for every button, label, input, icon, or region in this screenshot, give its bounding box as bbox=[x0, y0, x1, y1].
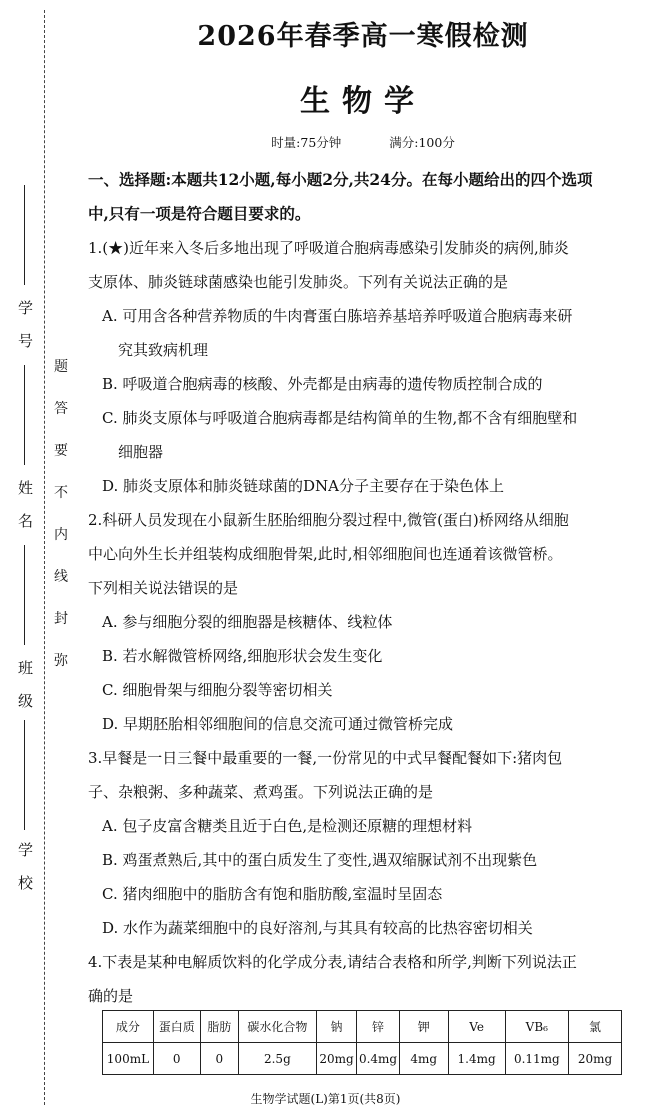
seal-warning: 题 答 要 不 内 线 封 弥 bbox=[54, 359, 68, 669]
table-cell: Ve bbox=[448, 1011, 505, 1043]
question-3-option-c: C. 猪肉细胞中的脂肪含有饱和脂肪酸,室温时呈固态 bbox=[102, 885, 443, 903]
table-cell: 钠 bbox=[316, 1011, 356, 1043]
table-cell: 成分 bbox=[103, 1011, 154, 1043]
table-cell: 锌 bbox=[357, 1011, 400, 1043]
table-header-row bbox=[103, 1011, 622, 1043]
page-footer: 生物学试题(L)第1页(共8页) bbox=[250, 1092, 401, 1106]
question-2-option-c: C. 细胞骨架与细胞分裂等密切相关 bbox=[102, 681, 333, 699]
table-cell: 100mL bbox=[103, 1043, 154, 1075]
question-1-option-b: B. 呼吸道合胞病毒的核酸、外壳都是由病毒的遗传物质控制合成的 bbox=[102, 375, 543, 393]
question-1-stem: 1.(★)近年来入冬后多地出现了呼吸道合胞病毒感染引发肺炎的病例,肺炎 支原体、肺炎链球菌感染也能引发肺炎。下列有关说法正确的是 bbox=[88, 239, 569, 291]
section-heading: 一、选择题:本题共12小题,每小题2分,共24分。在每小题给出的四个选项 中,只有一项是符合题目要求的。 bbox=[88, 170, 593, 223]
total-score: 满分:100分 bbox=[389, 135, 455, 150]
question-2-stem: 2.科研人员发现在小鼠新生胚胎细胞分裂过程中,微管(蛋白)桥网络从细胞 中心向外生长并组装构成细胞骨架,此时,相邻细胞间也连通着该微管桥。 下列相关说法错误的是 bbox=[88, 511, 569, 597]
name-underline bbox=[24, 365, 25, 465]
class-field[interactable] bbox=[14, 660, 36, 726]
table-cell: 1.4mg bbox=[448, 1043, 505, 1075]
seal-dashed-line bbox=[44, 10, 45, 1105]
table-cell: 0.11mg bbox=[505, 1043, 568, 1075]
question-1-option-d: D. 肺炎支原体和肺炎链球菌的DNA分子主要存在于染色体上 bbox=[102, 477, 505, 495]
table-cell: 氯 bbox=[568, 1011, 621, 1043]
table-cell: 20mg bbox=[316, 1043, 356, 1075]
question-1-option-c: C. 肺炎支原体与呼吸道合胞病毒都是结构简单的生物,都不含有细胞壁和 细胞器 bbox=[102, 409, 578, 461]
question-1-option-a: A. 可用含各种营养物质的牛肉膏蛋白胨培养基培养呼吸道合胞病毒来研 究其致病机理 bbox=[102, 307, 573, 359]
question-2-option-b: B. 若水解微管桥网络,细胞形状会发生变化 bbox=[102, 647, 383, 665]
question-2-option-d: D. 早期胚胎相邻细胞间的信息交流可通过微管桥完成 bbox=[102, 715, 454, 733]
table-cell: 钾 bbox=[399, 1011, 448, 1043]
question-4-stem: 4.下表是某种电解质饮料的化学成分表,请结合表格和所学,判断下列说法正 确的是 bbox=[88, 953, 577, 1005]
duration: 时量:75分钟 bbox=[271, 135, 342, 150]
binding-margin bbox=[0, 0, 80, 1120]
name-field[interactable] bbox=[14, 480, 36, 546]
class-label: 班级 bbox=[16, 660, 34, 726]
question-2-option-a: A. 参与细胞分裂的细胞器是核糖体、线粒体 bbox=[102, 613, 393, 631]
subject-title: 生物学 bbox=[300, 84, 426, 119]
question-3-option-a: A. 包子皮富含糖类且近于白色,是检测还原糖的理想材料 bbox=[102, 817, 473, 835]
table-cell: 蛋白质 bbox=[153, 1011, 200, 1043]
question-3-option-d: D. 水作为蔬菜细胞中的良好溶剂,与其具有较高的比热容密切相关 bbox=[102, 919, 533, 937]
school-underline bbox=[24, 720, 25, 830]
table-cell: 20mg bbox=[568, 1043, 621, 1075]
student-id-field[interactable] bbox=[14, 300, 36, 372]
question-3-stem: 3.早餐是一日三餐中最重要的一餐,一份常见的中式早餐配餐如下:猪肉包 子、杂粮粥、多种蔬菜、煮鸡蛋。下列说法正确的是 bbox=[88, 749, 563, 801]
table-cell: 4mg bbox=[399, 1043, 448, 1075]
exam-title: 2026年春季高一寒假检测 bbox=[197, 21, 529, 52]
student-id-label: 学号 bbox=[16, 300, 34, 366]
table-row bbox=[103, 1043, 622, 1075]
class-underline bbox=[24, 545, 25, 645]
table-cell: 脂肪 bbox=[200, 1011, 238, 1043]
nutrition-table bbox=[102, 1010, 622, 1075]
table-cell: 0.4mg bbox=[357, 1043, 400, 1075]
table-cell: VB₆ bbox=[505, 1011, 568, 1043]
exam-meta bbox=[88, 133, 638, 151]
school-field[interactable] bbox=[14, 842, 36, 908]
table-cell: 0 bbox=[200, 1043, 238, 1075]
table-cell: 0 bbox=[153, 1043, 200, 1075]
table-cell: 碳水化合物 bbox=[238, 1011, 316, 1043]
table-cell: 2.5g bbox=[238, 1043, 316, 1075]
student-id-underline bbox=[24, 185, 25, 285]
name-label: 姓名 bbox=[16, 480, 34, 546]
question-3-option-b: B. 鸡蛋煮熟后,其中的蛋白质发生了变性,遇双缩脲试剂不出现紫色 bbox=[102, 851, 538, 869]
school-label: 学校 bbox=[16, 842, 34, 908]
